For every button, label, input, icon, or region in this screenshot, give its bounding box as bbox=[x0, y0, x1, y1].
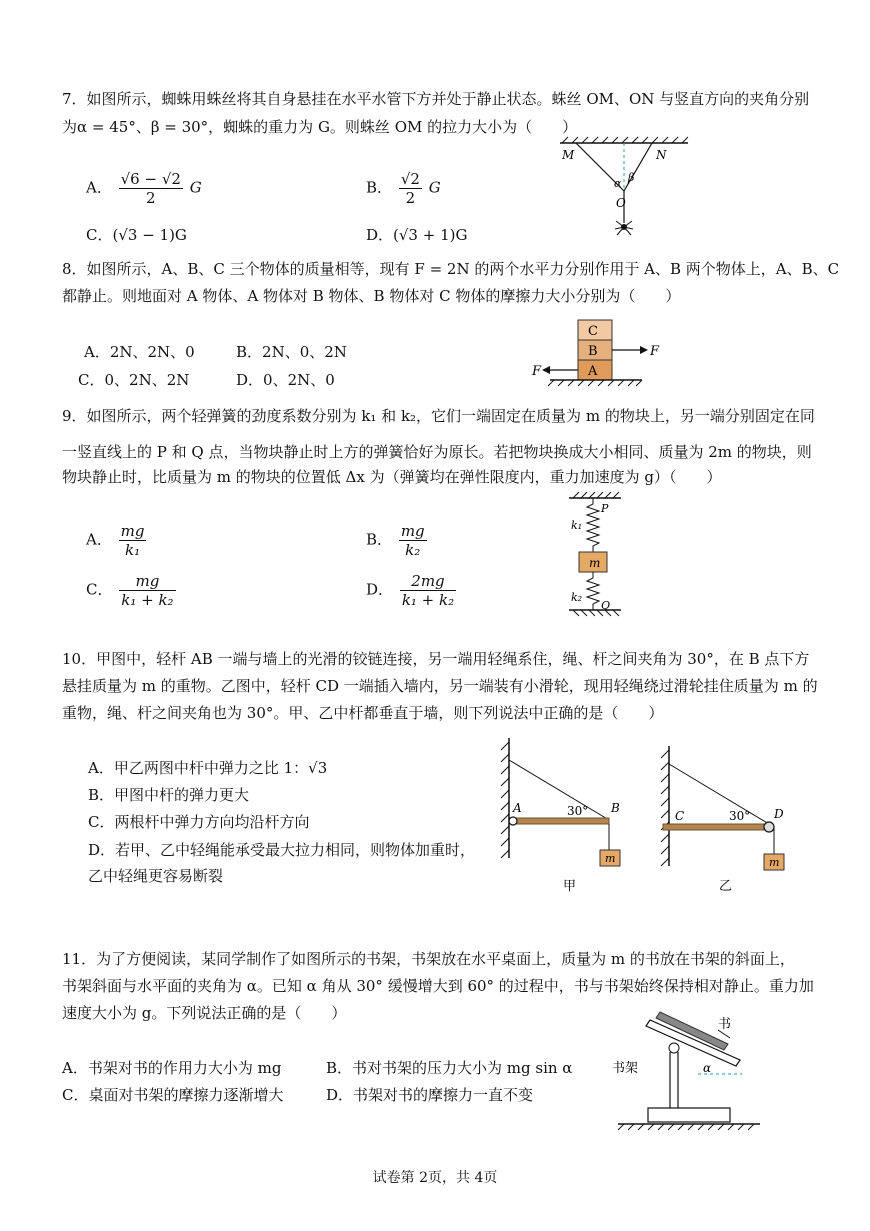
q7-stem-line1: 7．如图所示，蜘蛛用蛛丝将其自身悬挂在水平水管下方并处于静止状态。蛛丝 OM、ON 与竖直方向的夹角分别 bbox=[62, 90, 810, 108]
q7-stem-line2: 为α = 45°、β = 30°，蜘蛛的重力为 G。则蛛丝 OM 的拉力大小为（ ） bbox=[62, 118, 578, 136]
pulley-icon bbox=[764, 822, 774, 832]
q8-option-d[interactable]: D．0、2N、0 bbox=[236, 371, 335, 389]
q9-stem-line2: 一竖直线上的 P 和 Q 点，当物块静止时上方的弹簧恰好为原长。若把物块换成大小相同、质量为 2m 的物块，则 bbox=[62, 443, 812, 461]
q11-stem-line1: 11．为了方便阅读，某同学制作了如图所示的书架，书架放在水平桌面上，质量为 m 的书放在书架的斜面上， bbox=[62, 950, 795, 968]
label-d: D bbox=[774, 807, 784, 821]
q7-spider-figure bbox=[550, 135, 700, 245]
label-f-left: F bbox=[532, 364, 542, 379]
q7-option-b[interactable]: B． $\frac{√2}{2}$ G bbox=[366, 170, 441, 207]
label-b: B bbox=[588, 344, 598, 359]
label-n: N bbox=[656, 148, 667, 162]
top-support-hatching bbox=[573, 492, 619, 498]
label-m-yi: m bbox=[769, 856, 780, 869]
q8-stacked-blocks-figure bbox=[530, 318, 680, 393]
q11-stem-line2: 书架斜面与水平面的夹角为 α。已知 α 角从 30° 缓慢增大到 60° 的过程中，书与书架始终保持相对静止。重力加 bbox=[62, 977, 814, 995]
label-shelf: 书架 bbox=[612, 1061, 639, 1076]
q10-figure-yi bbox=[655, 738, 795, 898]
q8-option-b[interactable]: B．2N、0、2N bbox=[236, 343, 347, 361]
label-a: A bbox=[588, 364, 598, 379]
label-angle-yi: 30° bbox=[729, 809, 751, 823]
label-k1: k₁ bbox=[571, 519, 583, 532]
q7-option-a-fraction: $\frac{√6 - √2}{2}$ bbox=[120, 170, 181, 207]
q8-option-a[interactable]: A．2N、2N、0 bbox=[84, 343, 195, 361]
wall-jia-hatching bbox=[501, 742, 509, 858]
q11-bookshelf-figure bbox=[610, 1012, 790, 1137]
bottom-support-hatching bbox=[573, 610, 619, 616]
q9-option-c[interactable]: C． $\frac{mg}{\text{k₁ + k₂}}$ bbox=[86, 572, 174, 609]
q11-option-c[interactable]: C．桌面对书架的摩擦力逐渐增大 bbox=[62, 1086, 284, 1104]
label-book: 书 bbox=[718, 1017, 732, 1032]
label-o: O bbox=[616, 196, 626, 210]
label-m-jia: m bbox=[605, 852, 616, 865]
q8-option-c[interactable]: C．0、2N、2N bbox=[78, 371, 190, 389]
ground-hatching bbox=[548, 380, 642, 386]
q10-stem-line1: 10．甲图中，轻杆 AB 一端与墙上的光滑的铰链连接，另一端用轻绳系住，绳、杆之间夹角为 30°，在 B 点下方 bbox=[62, 650, 810, 668]
q11-stem-line3: 速度大小为 g。下列说法正确的是（ ） bbox=[62, 1004, 347, 1022]
label-f-right: F bbox=[650, 344, 660, 359]
label-q: Q bbox=[601, 599, 611, 612]
q10-stem-line2: 悬挂质量为 m 的重物。乙图中，轻杆 CD 一端插入墙内，另一端装有小滑轮，现用轻绳绕过滑轮挂住质量为 m 的 bbox=[62, 677, 818, 695]
label-alpha: α bbox=[614, 177, 622, 190]
label-beta: β bbox=[628, 171, 635, 184]
q9-option-b[interactable]: B． $\frac{mg}{\text{k₂}}$ bbox=[366, 522, 425, 559]
q9-stem-line1: 9．如图所示，两个轻弹簧的劲度系数分别为 k₁ 和 k₂，它们一端固定在质量为 m 的物块上，另一端分别固定在同 bbox=[62, 407, 815, 425]
table-hatching bbox=[618, 1124, 754, 1130]
pivot-icon bbox=[669, 1043, 679, 1053]
shelf-base bbox=[648, 1108, 730, 1122]
q7-option-c[interactable]: C．(√3 − 1)G bbox=[86, 226, 187, 244]
q9-stem-line3: 物块静止时，比质量为 m 的物块的位置低 Δx 为（弹簧均在弹性限度内，重力加速度为 g）（ ） bbox=[62, 468, 722, 486]
q7-option-d[interactable]: D．(√3 + 1)G bbox=[366, 226, 468, 244]
q10-option-d[interactable]: D．若甲、乙中轻绳能承受最大拉力相同，则物体加重时， bbox=[88, 841, 476, 859]
q9-option-d[interactable]: D． $\frac{2mg}{\text{k₁ + k₂}}$ bbox=[366, 572, 455, 609]
hinge-icon bbox=[509, 817, 517, 825]
label-p: P bbox=[601, 502, 609, 515]
label-m: m bbox=[589, 556, 601, 570]
wall-yi-hatching bbox=[661, 750, 669, 866]
label-jia: 甲 bbox=[563, 879, 577, 894]
q11-option-d[interactable]: D．书架对书的摩擦力一直不变 bbox=[326, 1086, 534, 1104]
q7-option-b-fraction: $\frac{√2}{2}$ bbox=[400, 170, 420, 207]
label-alpha: α bbox=[703, 1061, 712, 1075]
q9-spring-figure bbox=[565, 492, 635, 622]
rod-ab bbox=[513, 818, 609, 824]
label-yi: 乙 bbox=[719, 879, 733, 894]
label-c: C bbox=[675, 809, 685, 823]
q10-stem-line3: 重物，绳、杆之间夹角也为 30°。甲、乙中杆都垂直于墙，则下列说法中正确的是（ ） bbox=[62, 704, 664, 722]
label-b: B bbox=[611, 801, 620, 815]
spring-k1 bbox=[587, 498, 599, 552]
q10-figure-jia bbox=[495, 738, 635, 898]
q8-stem-line1: 8．如图所示，A、B、C 三个物体的质量相等，现有 F = 2N 的两个水平力分别作用于 A、B 两个物体上，A、B、C bbox=[62, 260, 840, 278]
q8-stem-line2: 都静止。则地面对 A 物体、A 物体对 B 物体、B 物体对 C 物体的摩擦力大小分别为（ ） bbox=[62, 287, 681, 305]
q11-option-a[interactable]: A．书架对书的作用力大小为 mg bbox=[62, 1059, 282, 1077]
label-angle-jia: 30° bbox=[567, 804, 589, 818]
spring-k2 bbox=[587, 572, 599, 610]
page-footer: 试卷第 2页，共 4页 bbox=[372, 1170, 498, 1186]
pipe-hatching bbox=[562, 137, 688, 143]
label-m: M bbox=[562, 148, 575, 162]
force-left-arrowhead bbox=[542, 366, 550, 374]
rod-cd bbox=[663, 824, 767, 830]
label-k2: k₂ bbox=[571, 591, 583, 604]
q10-option-a[interactable]: A．甲乙两图中杆中弹力之比 1：√3 bbox=[88, 759, 328, 777]
label-c: C bbox=[588, 324, 598, 339]
q9-option-a[interactable]: A． $\frac{mg}{\text{k₁}}$ bbox=[86, 522, 145, 559]
rope-jia bbox=[509, 760, 609, 820]
force-right-arrowhead bbox=[640, 346, 648, 354]
q7-option-a[interactable]: A． $\frac{√6 - √2}{2}$ G bbox=[86, 170, 202, 207]
q10-option-b[interactable]: B．甲图中杆的弹力更大 bbox=[88, 786, 250, 804]
q11-option-b[interactable]: B．书对书架的压力大小为 mg sin α bbox=[326, 1059, 573, 1077]
q10-option-c[interactable]: C．两根杆中弹力方向均沿杆方向 bbox=[88, 813, 310, 831]
q10-option-d-cont: 乙中轻绳更容易断裂 bbox=[88, 867, 224, 885]
label-a: A bbox=[513, 801, 522, 815]
